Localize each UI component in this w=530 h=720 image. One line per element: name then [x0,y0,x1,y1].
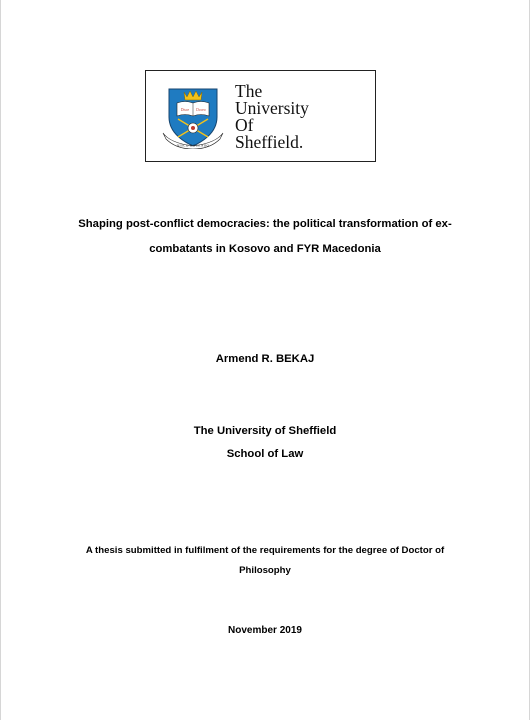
wordmark-line: University [235,98,309,118]
svg-text:DISCO DOCENDO: DISCO DOCENDO [176,143,210,148]
svg-text:Disce: Disce [180,108,190,112]
wordmark-line: The [235,81,263,101]
thesis-title-line: Shaping post-conflict democracies: the political transformation of ex- [78,218,452,230]
submission-date: November 2019 [228,625,302,636]
institution [40,420,490,466]
university-wordmark [235,83,309,151]
author-name: Armend R. BEKAJ [215,353,315,365]
degree-statement-line: Philosophy [239,565,291,576]
university-shield-crest-icon [160,83,226,149]
degree-statement [40,541,490,581]
university-logo [145,70,376,162]
wordmark-line: Sheffield. [235,132,304,152]
degree-statement-line: A thesis submitted in fulfilment of the requirements for the degree of Doctor of [85,545,445,556]
school-name: School of Law [226,448,304,460]
thesis-title-line: combatants in Kosovo and FYR Macedonia [149,243,381,255]
page-edge-left [0,0,1,720]
thesis-title [40,212,490,262]
wordmark-line: Of [235,115,254,135]
university-name: The University of Sheffield [193,425,337,437]
svg-text:Doceo: Doceo [196,108,206,112]
